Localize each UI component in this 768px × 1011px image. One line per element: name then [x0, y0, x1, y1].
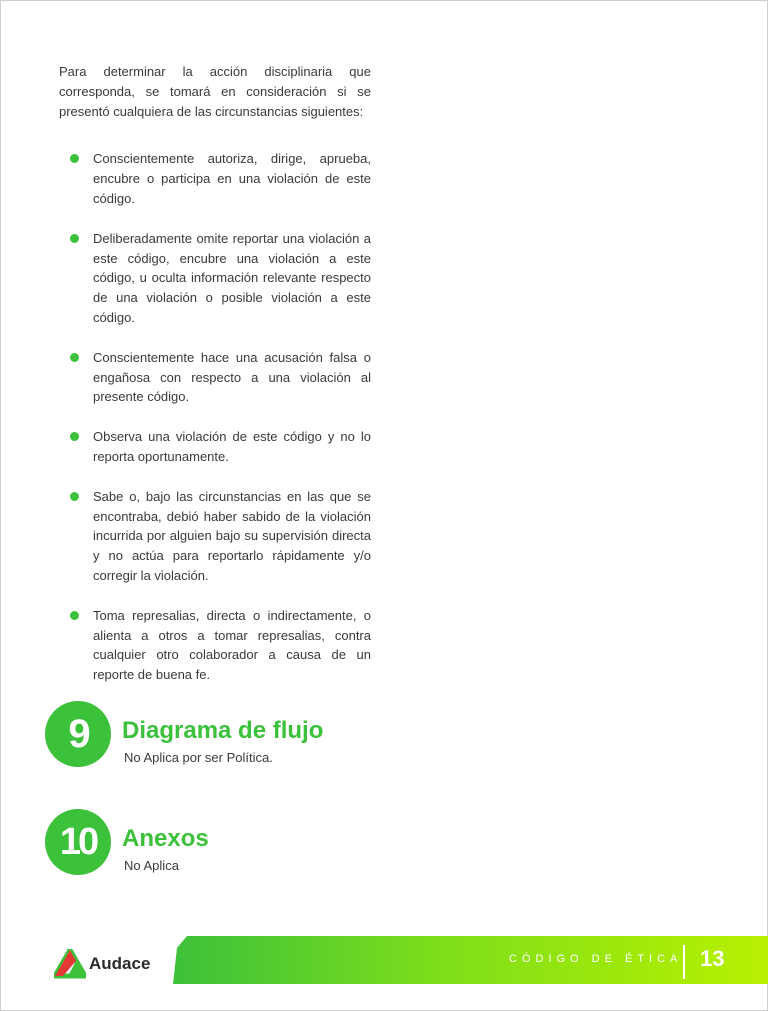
list-item-text: Toma represalias, directa o indirectamente, o alienta a otros a tomar represalias, contra cualquier otro colaborador a causa de un reporte de buena fe. — [93, 607, 371, 683]
list-item — [59, 149, 371, 208]
bullet-dot-icon — [70, 353, 79, 362]
bullet-dot-icon — [70, 611, 79, 620]
audace-logo-icon — [54, 949, 86, 984]
section-subtitle: No Aplica por ser Política. — [124, 750, 273, 765]
bullet-dot-icon — [70, 432, 79, 441]
bullet-dot-icon — [70, 492, 79, 501]
list-item — [59, 348, 371, 407]
list-item-text: Conscientemente hace una acusación falsa o engañosa con respecto a una violación al presente código. — [93, 349, 371, 405]
list-item — [59, 229, 371, 328]
list-item-text: Deliberadamente omite reportar una violación a este código, encubre una violación a este código, u oculta información relevante respecto de una violación o posible violación a este código. — [93, 230, 371, 325]
section-title: Diagrama de flujo — [122, 717, 324, 744]
footer-label: CÓDIGO DE ÉTICA — [509, 953, 683, 965]
page-number: 13 — [700, 946, 725, 971]
footer-divider — [683, 945, 685, 979]
intro-paragraph: Para determinar la acción disciplinaria que corresponda, se tomará en consideración si se presentó cualquiera de las circunstancias siguientes: — [59, 64, 371, 119]
list-item-text: Sabe o, bajo las circunstancias en las que se encontraba, debió haber sabido de la violación incurrida por alguien bajo su supervisión directa y no actúa para reportarlo rápidamente y/o corregir la violación. — [93, 488, 371, 583]
main-content — [59, 62, 371, 705]
list-item — [59, 427, 371, 467]
bullet-dot-icon — [70, 234, 79, 243]
list-item — [59, 606, 371, 685]
section-subtitle: No Aplica — [124, 858, 179, 873]
circumstances-list — [59, 149, 371, 685]
list-item — [59, 487, 371, 586]
list-item-text: Conscientemente autoriza, dirige, aprueba, encubre o participa en una violación de este código. — [93, 151, 371, 206]
section-title: Anexos — [122, 825, 209, 852]
section-number-badge: 9 — [45, 701, 111, 767]
bullet-dot-icon — [70, 154, 79, 163]
section-number-badge: 10 — [45, 809, 111, 875]
brand-name: Audace — [89, 954, 151, 973]
list-item-text: Observa una violación de este código y no lo reporta oportunamente. — [93, 429, 371, 464]
